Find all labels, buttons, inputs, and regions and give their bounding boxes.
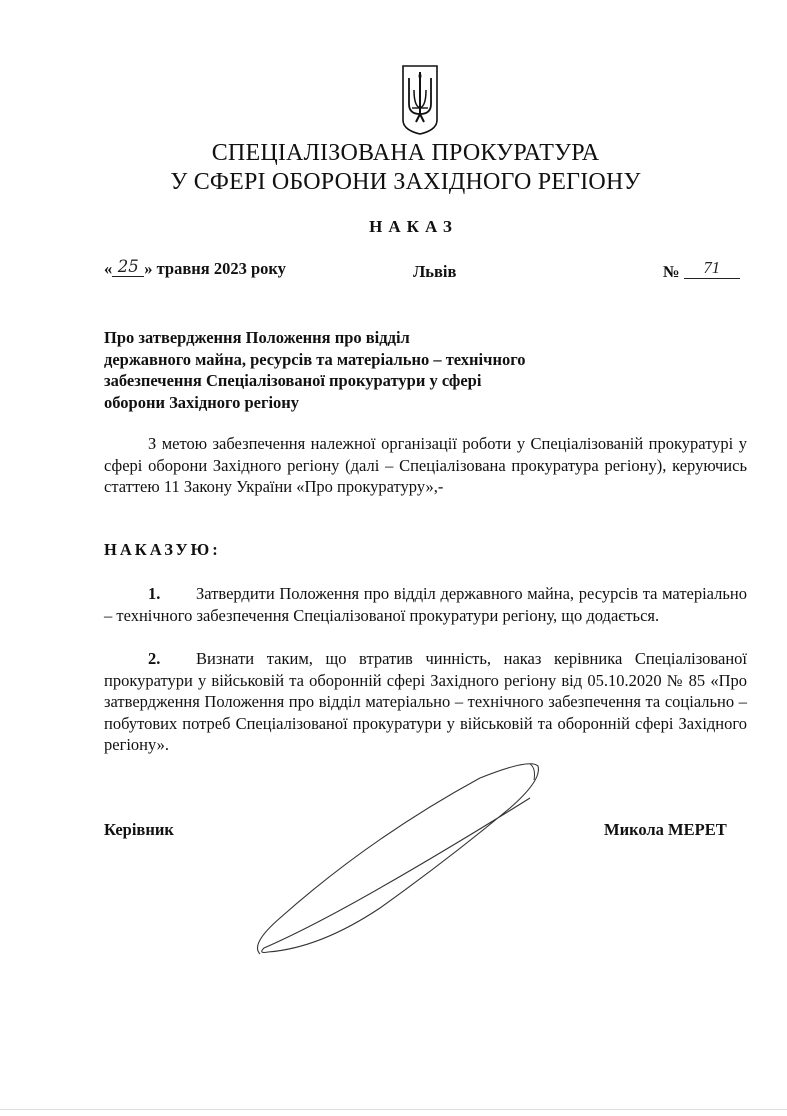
order-heading: НАКАЗУЮ:	[104, 540, 221, 559]
intro-paragraph: З метою забезпечення належної організації роботи у Спеціалізованій прокуратурі у сфері оборони Західного регіону (далі – Спеціалізована прокуратура регіону), керуючись статтею 11 Закону України «Про прокуратуру»,-	[104, 434, 747, 496]
page-bottom-divider	[0, 1109, 787, 1110]
signatory-title: Керівник	[104, 820, 174, 839]
subject-line: оборони Західного регіону	[104, 392, 300, 412]
document-subject	[104, 327, 624, 413]
subject-line: забезпечення Спеціалізованої прокуратури у сфері	[104, 371, 482, 390]
item-text: Визнати таким, що втратив чинність, наказ керівника Спеціалізованої прокуратури у військовій та оборонній сфері Західного регіону від 05.10.2020 № 85 «Про затвердження Положення про відділ матеріально – технічного забезпечення та соціально – побутових потреб Спеціалізованої прокуратури у військовій та оборонній сфері Західного регіону».	[104, 649, 747, 754]
item-number: 1.	[148, 584, 161, 603]
document-type-heading: НАКАЗ	[369, 217, 458, 236]
item-text: Затвердити Положення про відділ державного майна, ресурсів та матеріально – технічного забезпечення Спеціалізованої прокуратури регіону, що додається.	[104, 584, 747, 625]
document-number	[663, 258, 740, 283]
handwritten-signature	[250, 758, 550, 963]
item-number: 2.	[148, 649, 161, 668]
document-city: Львів	[413, 262, 457, 281]
organization-name-line1: СПЕЦІАЛІЗОВАНА ПРОКУРАТУРА	[211, 140, 600, 166]
date-month-year: » травня 2023 року	[144, 259, 286, 278]
date-day-handwritten: 25	[112, 257, 144, 277]
subject-line: Про затвердження Положення про відділ	[104, 328, 410, 347]
number-value-handwritten: 71	[684, 258, 740, 279]
document-date	[104, 259, 286, 279]
order-item	[104, 648, 747, 756]
date-open-quote: «	[104, 259, 113, 278]
number-label: №	[663, 262, 680, 281]
order-item	[104, 583, 747, 626]
signatory-name: Микола МЕРЕТ	[604, 820, 727, 839]
subject-line: державного майна, ресурсів та матеріально – технічного	[104, 349, 526, 369]
organization-name-line2: У СФЕРІ ОБОРОНИ ЗАХІДНОГО РЕГІОНУ	[170, 169, 641, 195]
tryzub-emblem-icon	[400, 64, 440, 136]
